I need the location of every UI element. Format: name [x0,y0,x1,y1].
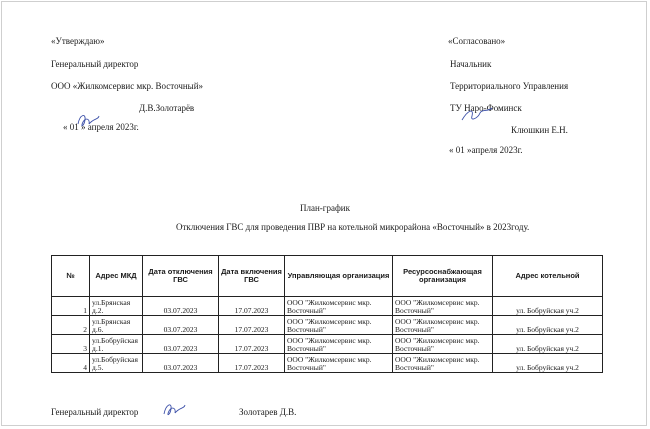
table-row [52,354,603,373]
row-address: ул.Бобруйская д.1. [90,335,143,354]
agree-date: « 01 »апреля 2023г. [449,145,523,155]
header-date-on: Дата включения ГВС [219,256,285,297]
row-boiler-address: ул. Бобруйская уч.2 [493,354,603,373]
document-heading: План-график [299,203,350,213]
table-row [52,316,603,335]
row-number: 4 [52,354,90,373]
document-subtitle: Отключения ГВС для проведения ПВР на котельной микрорайона «Восточный» в 2023году. [176,222,530,232]
header-date-off: Дата отключения ГВС [143,256,219,297]
row-management-org: ООО "Жилкомсервис мкр. Восточный" [285,335,393,354]
row-boiler-address: ул. Бобруйская уч.2 [493,297,603,316]
footer-position: Генеральный директор [51,407,139,417]
row-supply-org: ООО "Жилкомсервис мкр. Восточный" [393,297,493,316]
approve-label: «Утверждаю» [51,36,105,46]
agreer-unit: ТУ Наро-Фоминск [450,103,522,113]
header-num: № [52,256,90,297]
row-date-on: 17.07.2023 [219,297,285,316]
header-management-org: Управляющая организация [285,256,393,297]
signature-left [74,110,102,132]
row-address: ул.Брянская д.6. [90,316,143,335]
approver-position: Генеральный директор [51,59,139,69]
schedule-table [51,255,603,373]
row-date-on: 17.07.2023 [219,335,285,354]
row-management-org: ООО "Жилкомсервис мкр. Восточный" [285,297,393,316]
table-row [52,297,603,316]
approver-organization: ООО «Жилкомсервис мкр. Восточный» [51,81,204,91]
agreer-name: Клюшкин Е.Н. [511,125,568,135]
row-management-org: ООО "Жилкомсервис мкр. Восточный" [285,354,393,373]
footer-name: Золотарев Д.В. [239,407,297,417]
row-number: 3 [52,335,90,354]
row-date-on: 17.07.2023 [219,354,285,373]
row-date-on: 17.07.2023 [219,316,285,335]
row-address: ул.Брянская д.2. [90,297,143,316]
row-number: 2 [52,316,90,335]
approver-name: Д.В.Золотарёв [139,103,195,113]
row-supply-org: ООО "Жилкомсервис мкр. Восточный" [393,354,493,373]
agreer-position: Начальник [450,59,492,69]
row-supply-org: ООО "Жилкомсервис мкр. Восточный" [393,316,493,335]
signature-footer [160,398,188,420]
signature-right [460,104,494,126]
row-date-off: 03.07.2023 [143,316,219,335]
row-management-org: ООО "Жилкомсервис мкр. Восточный" [285,316,393,335]
row-boiler-address: ул. Бобруйская уч.2 [493,335,603,354]
header-address: Адрес МКД [90,256,143,297]
header-boiler-address: Адрес котельной [493,256,603,297]
row-date-off: 03.07.2023 [143,354,219,373]
row-date-off: 03.07.2023 [143,297,219,316]
row-date-off: 03.07.2023 [143,335,219,354]
table-header-row [52,256,603,297]
row-supply-org: ООО "Жилкомсервис мкр. Восточный" [393,335,493,354]
header-supply-org: Ресурсоснабжающая организация [393,256,493,297]
table-row [52,335,603,354]
approve-date: « 01 » апреля 2023г. [63,122,139,132]
agreer-organization: Территориального Управления [450,81,569,91]
row-number: 1 [52,297,90,316]
agree-label: «Согласовано» [448,36,506,46]
row-boiler-address: ул. Бобруйская уч.2 [493,316,603,335]
row-address: ул.Бобруйская д.5. [90,354,143,373]
